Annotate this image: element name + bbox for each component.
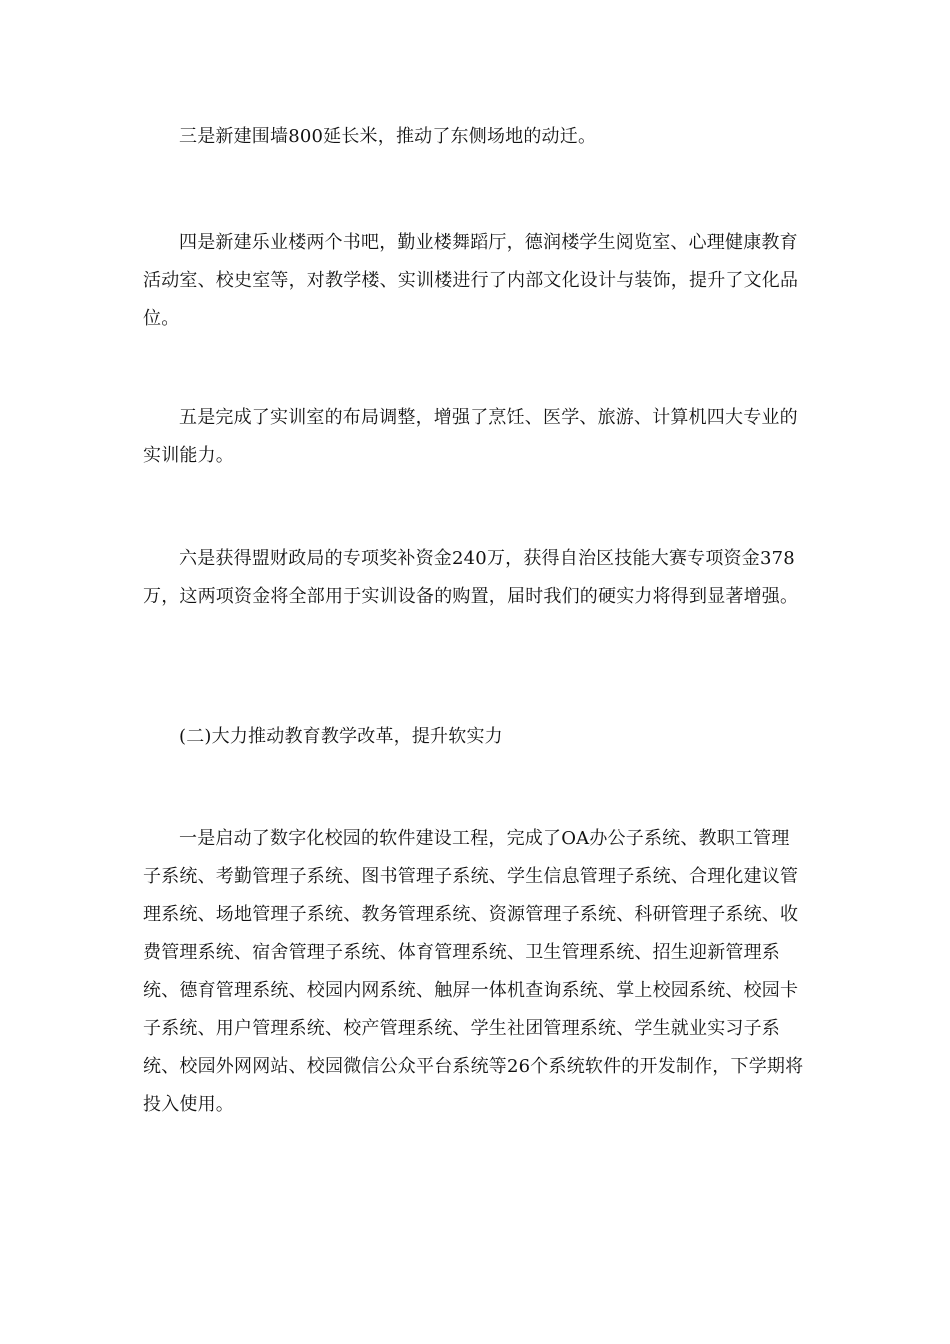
paragraph-item-6: 六是获得盟财政局的专项奖补资金240万，获得自治区技能大赛专项资金378万，这两项资金将全部用于实训设备的购置，届时我们的硬实力将得到显著增强。 [143, 548, 799, 607]
paragraph-item-5: 五是完成了实训室的布局调整，增强了烹饪、医学、旅游、计算机四大专业的实训能力。 [143, 407, 798, 466]
paragraph-item-3: 三是新建围墙800延长米，推动了东侧场地的动迁。 [179, 126, 597, 147]
paragraph-item-1: 一是启动了数字化校园的软件建设工程，完成了OA办公子系统、教职工管理子系统、考勤管理子系统、图书管理子系统、学生信息管理子系统、合理化建议管理系统、场地管理子系统、教务管理系统、资源管理子系统、科研管理子系统、收费管理系统、宿舍管理子系统、体育管理系统、卫生管理系统、招生迎新管理系统、德育管理系统、校园内网系统、触屏一体机查询系统、掌上校园系统、校园卡子系统、用户管理系统、校产管理系统、学生社团管理系统、学生就业实习子系统、校园外网网站、校园微信公众平台系统等26个系统软件的开发制作，下学期将投入使用。 [143, 828, 804, 1115]
section-heading: (二)大力推动教育教学改革，提升软实力 [179, 726, 503, 747]
paragraph-item-4: 四是新建乐业楼两个书吧，勤业楼舞蹈厅，德润楼学生阅览室、心理健康教育活动室、校史室等，对教学楼、实训楼进行了内部文化设计与装饰，提升了文化品位。 [143, 232, 799, 329]
